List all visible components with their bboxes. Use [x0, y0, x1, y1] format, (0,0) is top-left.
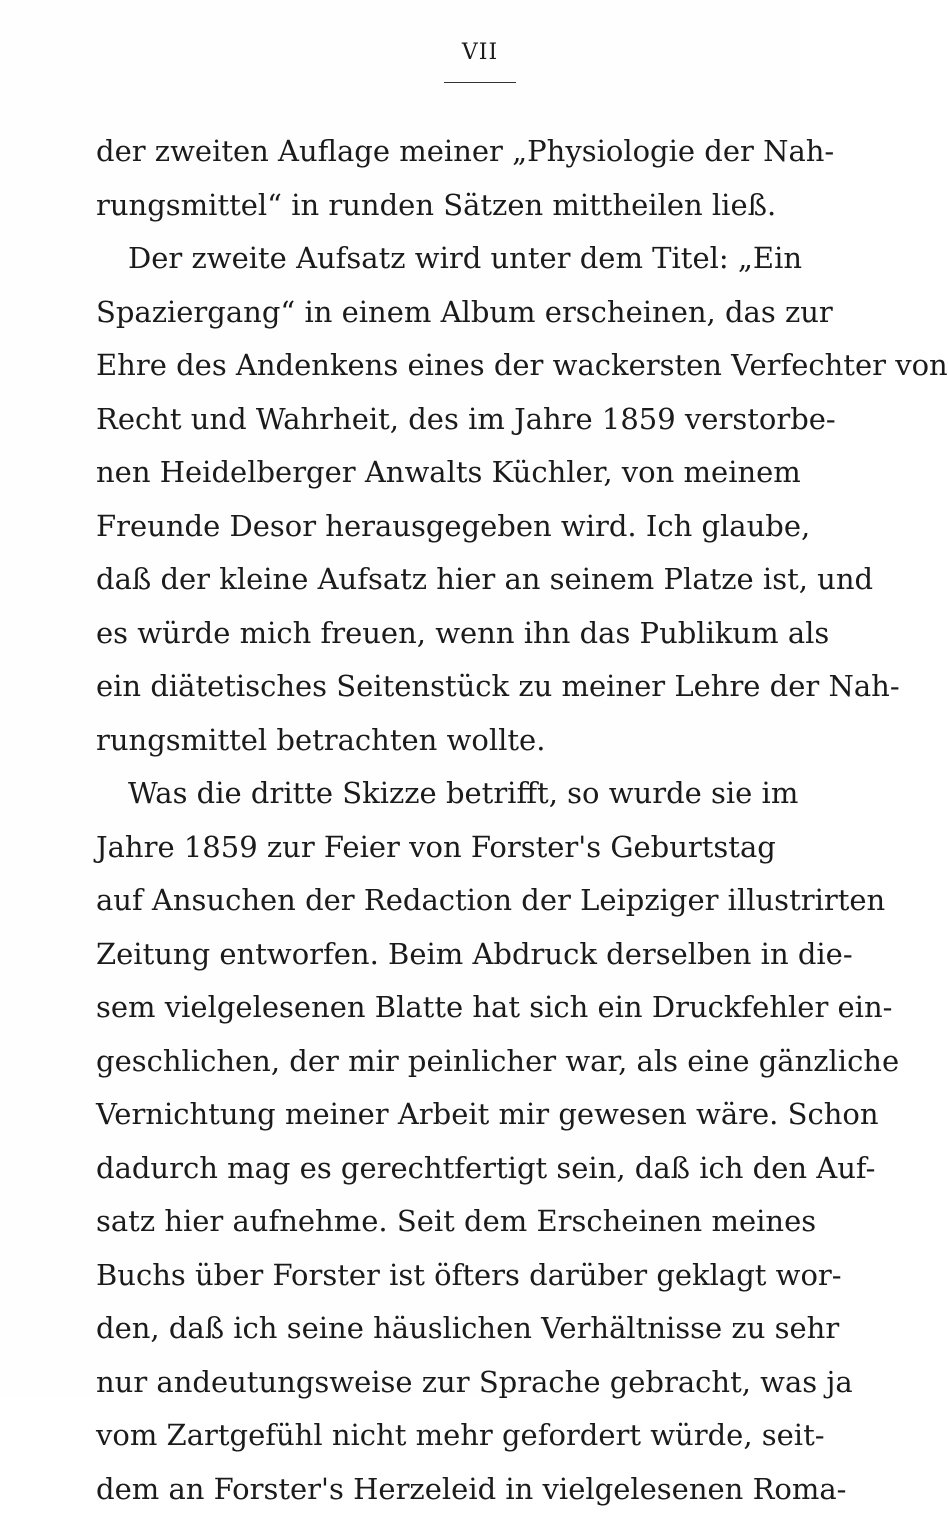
page-number-rule: [444, 82, 516, 83]
text-line: nur andeutungsweise zur Sprache gebracht, was ja: [96, 1356, 756, 1410]
text-line: daß der kleine Aufsatz hier an seinem Platze ist, und: [96, 553, 756, 607]
text-line: der zweiten Auflage meiner „Physiologie der Nah-: [96, 125, 756, 179]
text-line: vom Zartgefühl nicht mehr gefordert würde, seit-: [96, 1409, 756, 1463]
text-line: Jahre 1859 zur Feier von Forster's Geburtstag: [96, 821, 756, 875]
text-line: Vernichtung meiner Arbeit mir gewesen wäre. Schon: [96, 1088, 756, 1142]
body-text: [96, 125, 756, 1516]
text-line: ein diätetisches Seitenstück zu meiner Lehre der Nah-: [96, 660, 756, 714]
text-line: Was die dritte Skizze betrifft, so wurde sie im: [96, 767, 756, 821]
text-line: dadurch mag es gerechtfertigt sein, daß ich den Auf-: [96, 1142, 756, 1196]
text-line: Recht und Wahrheit, des im Jahre 1859 verstorbe-: [96, 393, 756, 447]
text-line: rungsmittel betrachten wollte.: [96, 714, 756, 768]
text-line: auf Ansuchen der Redaction der Leipziger illustrirten: [96, 874, 756, 928]
page-number: VII: [450, 40, 510, 65]
text-line: Der zweite Aufsatz wird unter dem Titel: „Ein: [96, 232, 756, 286]
text-line: Zeitung entworfen. Beim Abdruck derselben in die-: [96, 928, 756, 982]
text-line: geschlichen, der mir peinlicher war, als eine gänzliche: [96, 1035, 756, 1089]
text-line: sem vielgelesenen Blatte hat sich ein Druckfehler ein-: [96, 981, 756, 1035]
text-line: Freunde Desor herausgegeben wird. Ich glaube,: [96, 500, 756, 554]
text-line: nen Heidelberger Anwalts Küchler, von meinem: [96, 446, 756, 500]
text-line: dem an Forster's Herzeleid in vielgelesenen Roma-: [96, 1463, 756, 1516]
text-line: es würde mich freuen, wenn ihn das Publikum als: [96, 607, 756, 661]
text-line: Buchs über Forster ist öfters darüber geklagt wor-: [96, 1249, 756, 1303]
text-line: Spaziergang“ in einem Album erscheinen, das zur: [96, 286, 756, 340]
text-line: Ehre des Andenkens eines der wackersten Verfechter von: [96, 339, 756, 393]
text-line: satz hier aufnehme. Seit dem Erscheinen meines: [96, 1195, 756, 1249]
text-line: rungsmittel“ in runden Sätzen mittheilen ließ.: [96, 179, 756, 233]
text-line: den, daß ich seine häuslichen Verhältnisse zu sehr: [96, 1302, 756, 1356]
